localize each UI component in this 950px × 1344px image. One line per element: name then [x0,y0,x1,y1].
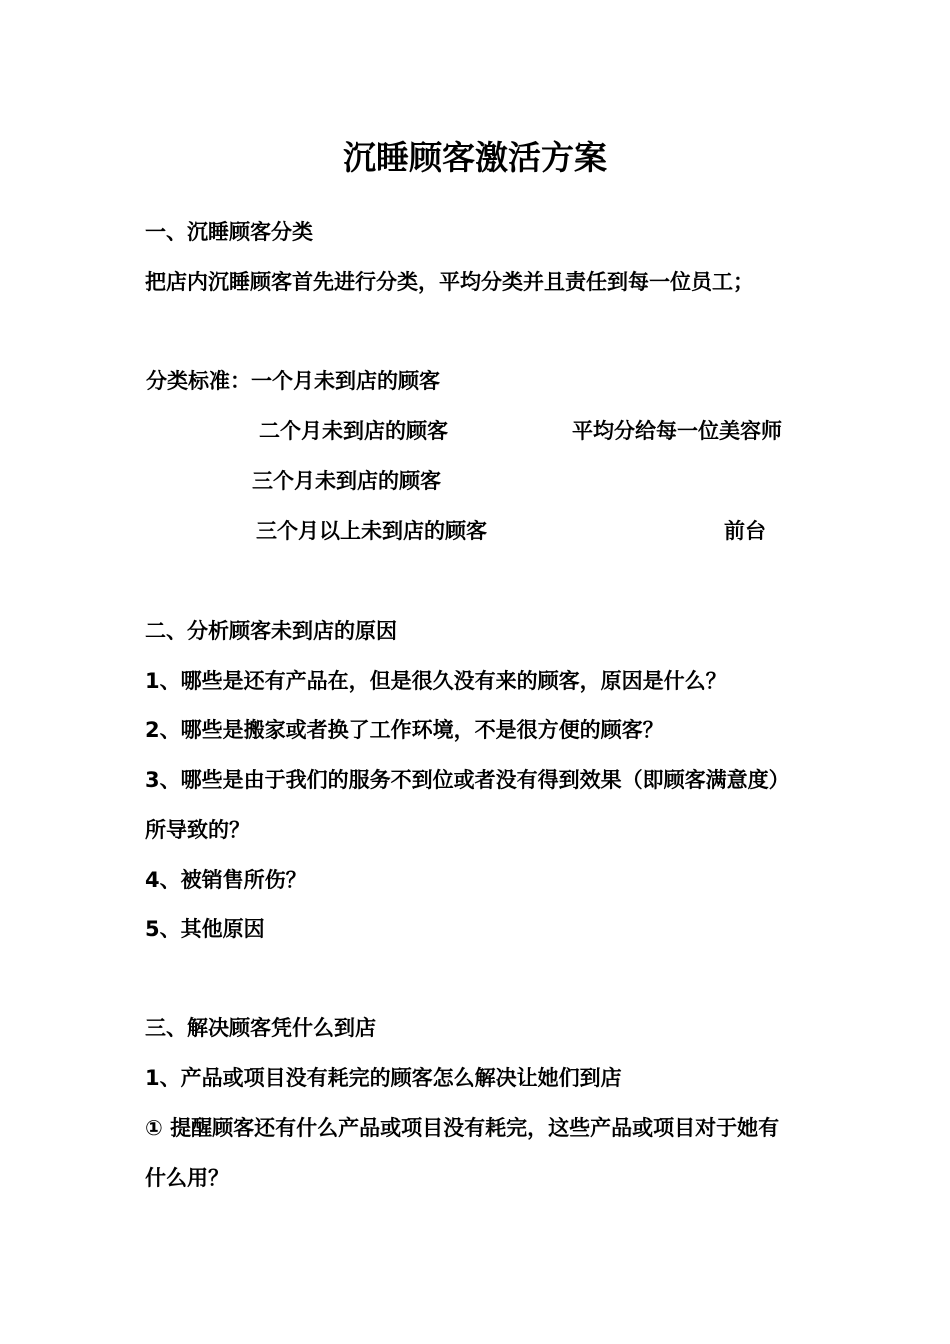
section-1-intro: 把店内沉睡顾客首先进行分类，平均分类并且责任到每一位员工； [145,270,754,294]
solution-sub-item-1: ① 提醒顾客还有什么产品或项目没有耗完，这些产品或项目对于她有 [145,1116,780,1140]
section-3-heading: 三、解决顾客凭什么到店 [145,1016,376,1040]
criteria-three-months: 三个月未到店的顾客 [252,469,441,493]
section-2-heading: 二、分析顾客未到店的原因 [145,619,397,643]
criteria-two-months: 二个月未到店的顾客 [259,419,448,443]
solution-item-1: 1、产品或项目没有耗完的顾客怎么解决让她们到店 [145,1066,622,1090]
reason-item-4: 4、被销售所伤？ [145,868,307,892]
reason-item-3: 3、哪些是由于我们的服务不到位或者没有得到效果（即顾客满意度） [145,768,790,792]
assignment-beauticians: 平均分给每一位美容师 [572,419,782,443]
reason-item-3-continued: 所导致的？ [145,818,250,842]
section-1-heading: 一、沉睡顾客分类 [145,220,313,244]
criteria-over-three-months: 三个月以上未到店的顾客 [256,519,487,543]
assignment-front-desk: 前台 [724,519,766,543]
reason-item-1: 1、哪些是还有产品在，但是很久没有来的顾客，原因是什么？ [145,669,727,693]
solution-sub-item-1-continued: 什么用？ [145,1166,229,1190]
document-title: 沉睡顾客激活方案 [343,138,607,177]
reason-item-5: 5、其他原因 [145,917,265,941]
reason-item-2: 2、哪些是搬家或者换了工作环境，不是很方便的顾客？ [145,718,664,742]
classification-criteria: 分类标准：一个月未到店的顾客 [146,369,440,393]
